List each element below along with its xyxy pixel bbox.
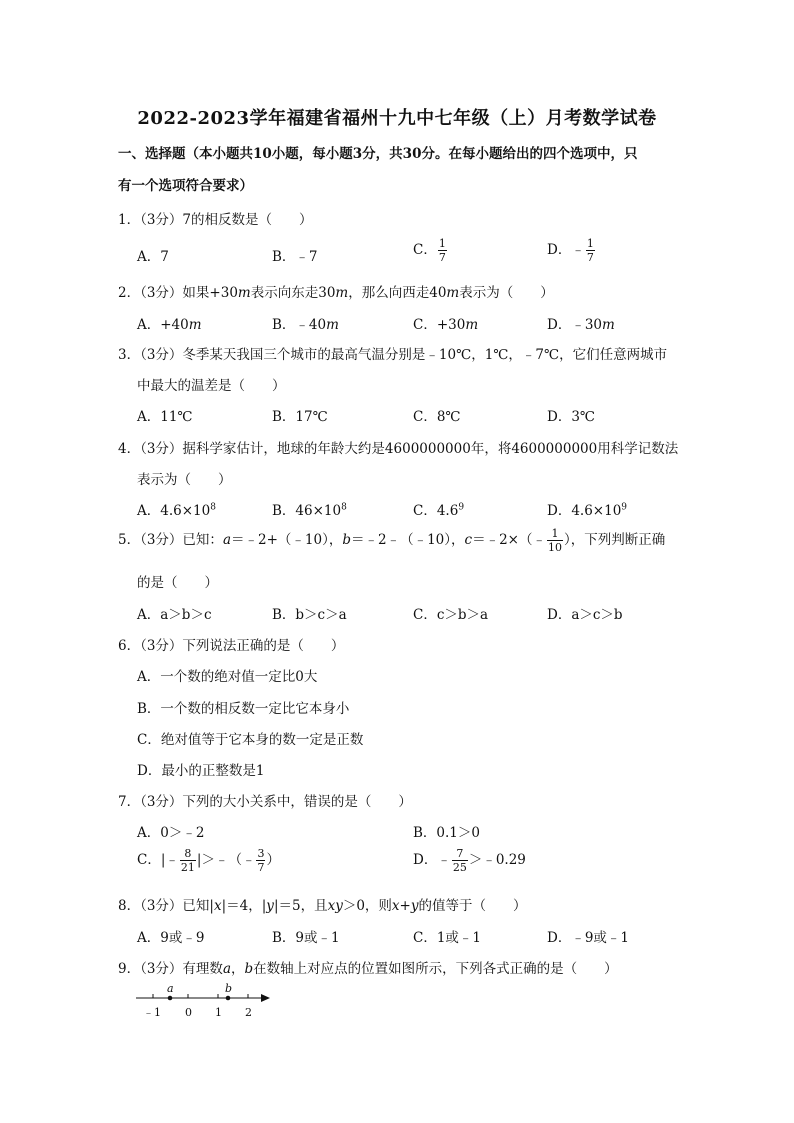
fraction-denominator: 7 — [438, 251, 446, 264]
q2-a-text: A．+40 — [137, 317, 189, 333]
fraction-numerator: 1 — [547, 527, 563, 541]
q4-a-text: A．4.6×10 — [137, 503, 211, 519]
question-8-stem — [118, 894, 526, 914]
q8-text: 的值等于（ ） — [418, 898, 527, 914]
fraction-denominator: 10 — [548, 541, 562, 554]
q4-b-text: B．46×10 — [272, 503, 342, 519]
q8-text: 8．（3分）已知| — [118, 898, 214, 914]
q7-c-text: C．|﹣ — [137, 852, 179, 868]
question-1-stem: 1．（3分）7的相反数是（ ） — [118, 212, 313, 228]
q2-option-d — [547, 313, 615, 333]
q3-option-d: D．3℃ — [547, 409, 596, 425]
q5-text: ＝﹣2﹣（﹣10）， — [351, 532, 465, 548]
q2-text: ，那么向西走40 — [348, 285, 447, 301]
exponent: 8 — [341, 502, 347, 513]
q1-c-fraction — [438, 237, 447, 264]
variable-c: c — [464, 532, 473, 548]
section-heading-line1: 一、选择题（本小题共10小题，每小题3分，共30分。在每小题给出的四个选项中，只 — [118, 146, 638, 162]
q2-unit: m — [237, 285, 251, 301]
q2-unit: m — [335, 285, 349, 301]
axis-label-neg1: ﹣1 — [143, 1006, 161, 1019]
q5-option-d: D．a＞c＞b — [547, 607, 623, 623]
question-3-stem-line1: 3．（3分）冬季某天我国三个城市的最高气温分别是﹣10℃，1℃，﹣7℃，它们任意两城市 — [118, 347, 668, 363]
q7-option-c — [137, 847, 280, 874]
q2-d-text: D．﹣30 — [547, 317, 603, 333]
q5-option-c: C．c＞b＞a — [413, 607, 489, 623]
q1-option-c — [413, 237, 448, 264]
q5-text: ），下列判断正确 — [564, 532, 666, 548]
section-heading-line2: 有一个选项符合要求） — [118, 178, 253, 194]
q5-fraction — [547, 527, 563, 554]
q5-text: ＝﹣2×（﹣ — [472, 532, 546, 548]
q3-option-c: C．8℃ — [413, 409, 461, 425]
exponent: 9 — [621, 502, 628, 513]
q4-c-text: C．4.6 — [413, 503, 459, 519]
axis-label-2: 2 — [245, 1006, 252, 1019]
question-4-stem-line1: 4．（3分）据科学家估计，地球的年龄大约是4600000000年，将4600000000用科学记数法 — [118, 441, 679, 457]
q2-text: 表示为（ ） — [459, 285, 554, 301]
q1-option-d — [547, 237, 596, 264]
q8-option-a: A．9或﹣9 — [137, 930, 205, 946]
variable-y: y — [266, 898, 274, 914]
question-5-stem-line1 — [118, 527, 665, 554]
variable-x-plus-y: x+y — [391, 898, 419, 914]
variable-b: b — [342, 532, 351, 548]
q4-option-a — [137, 499, 216, 519]
q7-c-text: ） — [266, 852, 280, 868]
point-b-label: b — [225, 982, 233, 995]
q2-unit: m — [446, 285, 460, 301]
q4-option-c — [413, 499, 464, 519]
q7-option-b: B．0.1＞0 — [413, 825, 480, 841]
exam-title: 2022-2023学年福建省福州十九中七年级（上）月考数学试卷 — [137, 108, 657, 129]
question-5-stem-line2: 的是（ ） — [137, 575, 218, 591]
q6-option-a: A．一个数的绝对值一定比0大 — [137, 669, 318, 685]
variable-a: a — [222, 532, 231, 548]
question-3-stem-line2: 中最大的温差是（ ） — [137, 378, 286, 394]
q2-unit: m — [188, 317, 202, 333]
fraction-denominator: 21 — [180, 861, 195, 874]
exponent: 9 — [458, 502, 465, 513]
number-line-figure — [130, 982, 280, 1022]
q7-d-fraction — [452, 847, 468, 874]
arrow-head-icon — [261, 994, 270, 1002]
exponent: 8 — [210, 502, 216, 513]
q8-option-d: D．﹣9或﹣1 — [547, 930, 630, 946]
point-a-label: a — [167, 982, 174, 995]
q8-text: |＝4，| — [221, 898, 267, 914]
q8-text: ＞0，则 — [342, 898, 392, 914]
fraction-numerator: 7 — [452, 847, 468, 861]
q1-d-fraction — [586, 237, 595, 264]
q2-option-a — [137, 313, 202, 333]
q2-c-text: C．+30 — [413, 317, 466, 333]
q6-option-d: D．最小的正整数是1 — [137, 763, 265, 779]
fraction-numerator: 8 — [180, 847, 196, 861]
q2-b-text: B．﹣40 — [272, 317, 327, 333]
question-9-stem — [118, 957, 618, 977]
q7-d-text: D．﹣ — [413, 852, 451, 868]
q4-option-d — [547, 499, 627, 519]
axis-label-1: 1 — [215, 1006, 222, 1019]
q2-unit: m — [326, 317, 339, 333]
section-heading — [118, 138, 688, 202]
q5-text: 5．（3分）已知： — [118, 532, 223, 548]
q3-option-a: A．11℃ — [137, 409, 193, 425]
variable-xy: xy — [327, 898, 343, 914]
q6-option-b: B．一个数的相反数一定比它本身小 — [137, 701, 350, 717]
q8-option-c: C．1或﹣1 — [413, 930, 482, 946]
question-7-stem: 7．（3分）下列的大小关系中，错误的是（ ） — [118, 794, 412, 810]
variable-a: a — [222, 961, 231, 977]
fraction-denominator: 7 — [586, 251, 594, 264]
q7-option-a: A．0＞﹣2 — [137, 825, 205, 841]
q8-text: |＝5，且 — [273, 898, 328, 914]
q2-unit: m — [465, 317, 479, 333]
fraction-denominator: 25 — [452, 861, 467, 874]
q7-c-text: |＞﹣（﹣ — [196, 852, 256, 868]
q7-c-fraction-2 — [256, 847, 265, 874]
point-b-dot — [226, 996, 231, 1001]
point-a-dot — [168, 996, 173, 1001]
fraction-numerator: 1 — [586, 237, 594, 250]
q7-d-text: ＞﹣0.29 — [468, 852, 526, 868]
q6-option-c: C．绝对值等于它本身的数一定是正数 — [137, 732, 364, 748]
question-4-stem-line2: 表示为（ ） — [137, 472, 232, 488]
q2-unit: m — [602, 317, 615, 333]
q1-option-a: A．7 — [137, 249, 169, 265]
q3-option-b: B．17℃ — [272, 409, 328, 425]
q9-text: 9．（3分）有理数 — [118, 961, 223, 977]
q1-c-prefix: C． — [413, 242, 437, 258]
variable-b: b — [244, 961, 254, 977]
q5-text: ＝﹣2+（﹣10）， — [231, 532, 343, 548]
q9-text: 在数轴上对应点的位置如图所示，下列各式正确的是（ ） — [253, 961, 618, 977]
fraction-numerator: 3 — [257, 847, 265, 860]
q4-d-text: D．4.6×10 — [547, 503, 622, 519]
q1-d-prefix: D．﹣ — [547, 242, 585, 258]
question-6-stem: 6．（3分）下列说法正确的是（ ） — [118, 638, 345, 654]
q1-option-b: B．﹣7 — [272, 249, 318, 265]
fraction-numerator: 1 — [438, 237, 446, 250]
fraction-denominator: 7 — [257, 861, 265, 874]
q8-option-b: B．9或﹣1 — [272, 930, 340, 946]
q2-option-b — [272, 313, 339, 333]
q7-c-fraction-1 — [180, 847, 196, 874]
q2-text: 表示向东走30 — [250, 285, 336, 301]
q9-text: ， — [231, 961, 245, 977]
axis-label-0: 0 — [185, 1006, 192, 1019]
q5-option-b: B．b＞c＞a — [272, 607, 347, 623]
question-2-stem — [118, 281, 554, 301]
q4-option-b — [272, 499, 347, 519]
q2-text: 2．（3分）如果+30 — [118, 285, 238, 301]
q5-option-a: A．a＞b＞c — [137, 607, 212, 623]
variable-x: x — [213, 898, 222, 914]
q7-option-d — [413, 847, 526, 874]
q2-option-c — [413, 313, 478, 333]
